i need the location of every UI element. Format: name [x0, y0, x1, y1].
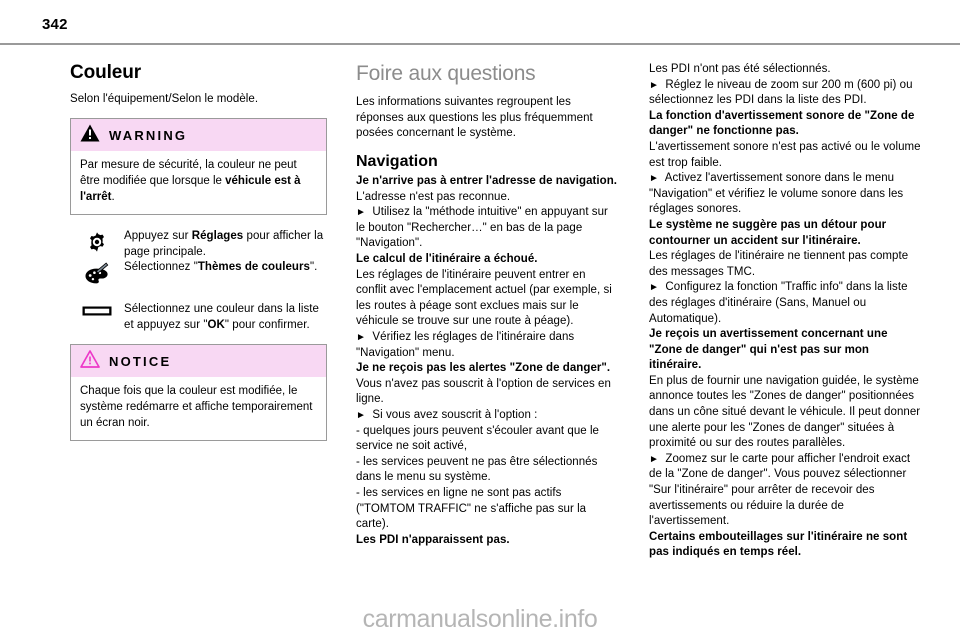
faq-answer: Les PDI n'ont pas été sélectionnés.: [649, 63, 831, 75]
faq-action-text: Utilisez la "méthode intuitive" en appuyant sur le bouton "Rechercher…" en bas de la page "Navigation".: [356, 206, 608, 250]
arrow-icon: ►: [356, 410, 366, 422]
left-intro-text: Selon l'équipement/Selon le modèle.: [70, 92, 259, 105]
paint-palette-icon: [84, 262, 110, 291]
page-number: 342: [42, 16, 68, 33]
arrow-icon: ►: [649, 282, 659, 294]
faq-answer: Les réglages de l'itinéraire ne tiennent pas compte des messages TMC.: [649, 250, 909, 278]
warning-triangle-solid-icon: [80, 124, 100, 147]
warning-box-body: [71, 151, 326, 214]
faq-action-text: Configurez la fonction "Traffic info" dans la liste des réglages d'itinéraire (Sans, Manuel ou Automatique).: [649, 281, 908, 325]
faq-action: [649, 280, 922, 327]
faq-question: La fonction d'avertissement sonore de "Zone de danger" ne fonctionne pas.: [649, 109, 915, 138]
step-2-text: [124, 302, 327, 333]
notice-box-header: [71, 345, 326, 377]
warning-box-header: [71, 119, 326, 151]
faq-action: [356, 330, 619, 361]
step-1-line-2: Sélectionnez "Thèmes de couleurs".: [124, 261, 318, 274]
faq-question: Les PDI n'apparaissent pas.: [356, 533, 510, 546]
faq-answer: En plus de fournir une navigation guidée, le système annonce toutes les "Zones de danger" positionnées dans un cône situé devant le véhicule. Il peut donner une alerte pour les "Zones de danger" situées à proximité ou sur des routes parallèles.: [649, 374, 921, 450]
faq-title: Foire aux questions: [356, 62, 536, 85]
arrow-icon: ►: [649, 173, 659, 185]
page-title: Couleur: [70, 62, 142, 83]
step-1-text: [124, 229, 327, 276]
faq-action-text: Zoomez sur le carte pour afficher l'endroit exact de la "Zone de danger". Vous pouvez sélectionner "Sur l'itinéraire" pour arrêter de recevoir des avertissements ou réduire la durée de l'avertissement.: [649, 452, 911, 528]
warning-text-part-2: .: [111, 190, 115, 203]
faq-action-text: Si vous avez souscrit à l'option :: [372, 409, 538, 422]
faq-action-text: Activez l'avertissement sonore dans le menu "Navigation" et vérifiez le volume sonore dans les réglages sonores.: [649, 172, 904, 216]
step-2-line-1: Sélectionnez une couleur dans la liste et appuyez sur "OK" pour confirmer.: [124, 303, 319, 331]
instruction-steps: [70, 229, 327, 333]
notice-box-label: NOTICE: [109, 354, 172, 370]
faq-bullet: - les services peuvent ne pas être sélectionnés dans le menu su système.: [356, 455, 598, 484]
faq-answer: L'avertissement sonore n'est pas activé ou le volume est trop faible.: [649, 140, 921, 169]
step-2-icons: [70, 302, 124, 322]
notice-box-body: [71, 377, 326, 440]
arrow-icon: ►: [649, 453, 659, 465]
notice-box-text: Chaque fois que la couleur est modifiée, le système redémarre et affiche temporairement un écran noir.: [80, 385, 313, 429]
warning-box: [70, 118, 327, 215]
faq-question: Je reçois un avertissement concernant une "Zone de danger" qui n'est pas sur mon itinéraire.: [649, 328, 888, 372]
arrow-icon: ►: [649, 79, 659, 91]
middle-column-blocks: [356, 174, 619, 548]
faq-answer: Les réglages de l'itinéraire peuvent entrer en conflit avec l'emplacement actuel (par exemple, si les routes à péage sont exclues mais sur le véhicule se trouve sur une route à péage).: [356, 268, 612, 328]
warning-text-bold: véhicule est à l'arrêt: [80, 175, 301, 203]
left-column: [0, 62, 345, 561]
faq-action: [649, 171, 922, 218]
faq-action: [356, 408, 619, 424]
gear-icon: [86, 231, 108, 258]
faq-bullet: - quelques jours peuvent s'écouler avant que le service ne soit activé,: [356, 424, 600, 453]
faq-question: Je ne reçois pas les alertes "Zone de danger".: [356, 362, 611, 375]
faq-question: Certains embouteillages sur l'itinéraire ne sont pas indiqués en temps réel.: [649, 530, 908, 559]
arrow-icon: ►: [356, 207, 366, 219]
header-divider: [0, 43, 960, 45]
faq-action: [649, 452, 922, 530]
site-watermark: carmanualsonline.info: [362, 605, 598, 633]
instruction-step-1: [70, 229, 327, 291]
faq-action: [649, 78, 922, 109]
middle-column: [345, 62, 637, 561]
faq-question: Le calcul de l'itinéraire a échoué.: [356, 253, 538, 266]
notice-box: [70, 344, 327, 441]
warning-box-label: WARNING: [109, 128, 188, 144]
slider-bar-icon: [82, 304, 112, 322]
faq-question: Je n'arrive pas à entrer l'adresse de navigation.: [356, 175, 618, 188]
faq-question: Le système ne suggère pas un détour pour contourner un accident sur l'itinéraire.: [649, 218, 887, 247]
faq-action-text: Réglez le niveau de zoom sur 200 m (600 pi) ou sélectionnez les PDI dans la liste des PDI.: [649, 78, 913, 107]
instruction-step-2: [70, 302, 327, 333]
right-column-blocks: [649, 62, 922, 561]
navigation-section-title: Navigation: [356, 152, 438, 170]
step-1-icons: [70, 229, 124, 291]
notice-triangle-outline-icon: [80, 350, 100, 373]
faq-bullet: - les services en ligne ne sont pas actifs ("TOMTOM TRAFFIC" ne s'affiche pas sur la carte).: [356, 486, 587, 531]
faq-action: [356, 205, 619, 252]
faq-action-text: Vérifiez les réglages de l'itinéraire dans "Navigation" menu.: [356, 331, 575, 359]
faq-answer: L'adresse n'est pas reconnue.: [356, 190, 511, 203]
right-column: [637, 62, 960, 561]
warning-box-text: [80, 158, 317, 205]
step-1-line-1: Appuyez sur Réglages pour afficher la page principale.: [124, 230, 324, 258]
warning-text-part-1: Par mesure de sécurité, la couleur ne peut être modifiée que lorsque le: [80, 159, 297, 188]
arrow-icon: ►: [356, 332, 366, 344]
faq-answer: Vous n'avez pas souscrit à l'option de services en ligne.: [356, 377, 611, 406]
faq-intro-text: Les informations suivantes regroupent les réponses aux questions les plus fréquemment posées concernant le système.: [356, 96, 593, 140]
page-columns: [0, 62, 960, 561]
